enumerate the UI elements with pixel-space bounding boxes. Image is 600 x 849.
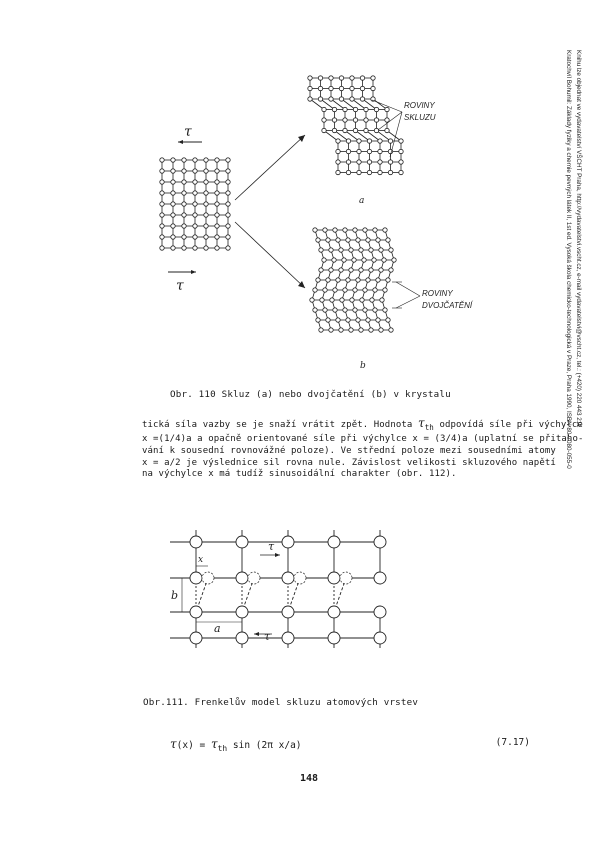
label-twin-1: ROVINY xyxy=(422,289,453,298)
tau-top-arrowhead xyxy=(178,140,183,144)
body-line-4: x = a/2 je výslednice sil rovna nule. Závislost velikosti skluzového napětí xyxy=(142,457,556,468)
tau-symbol: τ xyxy=(417,416,425,430)
sidebar-svg xyxy=(553,50,593,650)
label-slip-2: SKLUZU xyxy=(404,113,436,122)
figure-111-caption: Obr.111. Frenkelův model skluzu atomových vrstev xyxy=(143,697,419,708)
twin-pointer-1 xyxy=(396,282,420,296)
arrow-to-b xyxy=(235,222,305,288)
tau-top-label: τ xyxy=(184,124,192,140)
body-line-1 xyxy=(142,416,583,434)
sidebar-citation xyxy=(553,50,593,650)
eq-lhs: (x) = xyxy=(176,740,206,751)
figure-111 xyxy=(168,522,388,652)
body-paragraph xyxy=(142,416,584,481)
fig111-x-label: x xyxy=(198,555,204,565)
eq-tau-rhs: τ xyxy=(210,737,218,751)
tau-bottom-arrowhead xyxy=(191,270,196,274)
label-slip-1: ROVINY xyxy=(404,101,435,110)
eq-sub: th xyxy=(217,743,228,753)
page-number: 148 xyxy=(300,773,319,784)
sub-label-a: a xyxy=(359,196,365,206)
body-line-1-post: odpovídá síle při výchylce xyxy=(433,420,583,430)
tau-bottom-label: τ xyxy=(176,278,184,294)
fig111-b-label: b xyxy=(171,589,179,602)
equation-7-17 xyxy=(170,737,530,753)
arrow-to-a xyxy=(235,135,305,200)
label-twin-2: DVOJČATĚNÍ xyxy=(422,301,473,310)
slip-pointer-2 xyxy=(378,112,402,130)
eq-rhs: sin (2π x/a) xyxy=(227,740,302,751)
lattice-slip xyxy=(308,76,403,175)
sidebar-line-2: Knihu lze objednat ve vydavatelství VŠCHT Praha, http://vydavatelstvi.vscht.cz, e-mail vydavatelstvi@vscht.cz, tel.: (+420) 220 443 211 xyxy=(575,50,582,428)
sidebar-line-1: Kratochvíl Bohumil: Základy fyziky a chemie pevných látek II, 1st ed. Vysoká škola chemicko-technologická v Praze, Praha 1990, ISBN 80-7080-055-0 xyxy=(565,50,572,469)
fig111-tau-top: τ xyxy=(268,540,275,553)
body-line-3: vání k sousední rovnovážné poloze). Ve střední poloze mezi sousedními atomy xyxy=(142,445,556,456)
figure-110 xyxy=(140,60,480,380)
figure-110-caption: Obr. 110 Skluz (a) nebo dvojčatění (b) v krystalu xyxy=(170,389,451,400)
fig111-tau-bottom: τ xyxy=(264,630,271,643)
body-line-1-sub: th xyxy=(424,422,434,432)
eq-tau-lhs: τ xyxy=(170,737,177,751)
lattice-original xyxy=(160,158,230,250)
figure-110-drawing xyxy=(140,60,480,380)
sub-label-b: b xyxy=(360,361,366,371)
body-line-2: x =(1/4)a a opačně orientované síle při výchylce x = (3/4)a (uplatní se přitaho- xyxy=(142,433,584,444)
body-line-5: na výchylce x má tudíž sinusoidální charakter (obr. 112). xyxy=(142,469,457,480)
twin-pointer-2 xyxy=(396,296,420,308)
body-line-1-pre: tická síla vazby se je snaží vrátit zpět. Hodnota xyxy=(142,420,418,430)
lattice-twin xyxy=(310,228,396,332)
equation-number: (7.17) xyxy=(495,737,530,748)
fig111-a-label: a xyxy=(214,622,221,635)
figure-111-drawing xyxy=(168,522,388,652)
